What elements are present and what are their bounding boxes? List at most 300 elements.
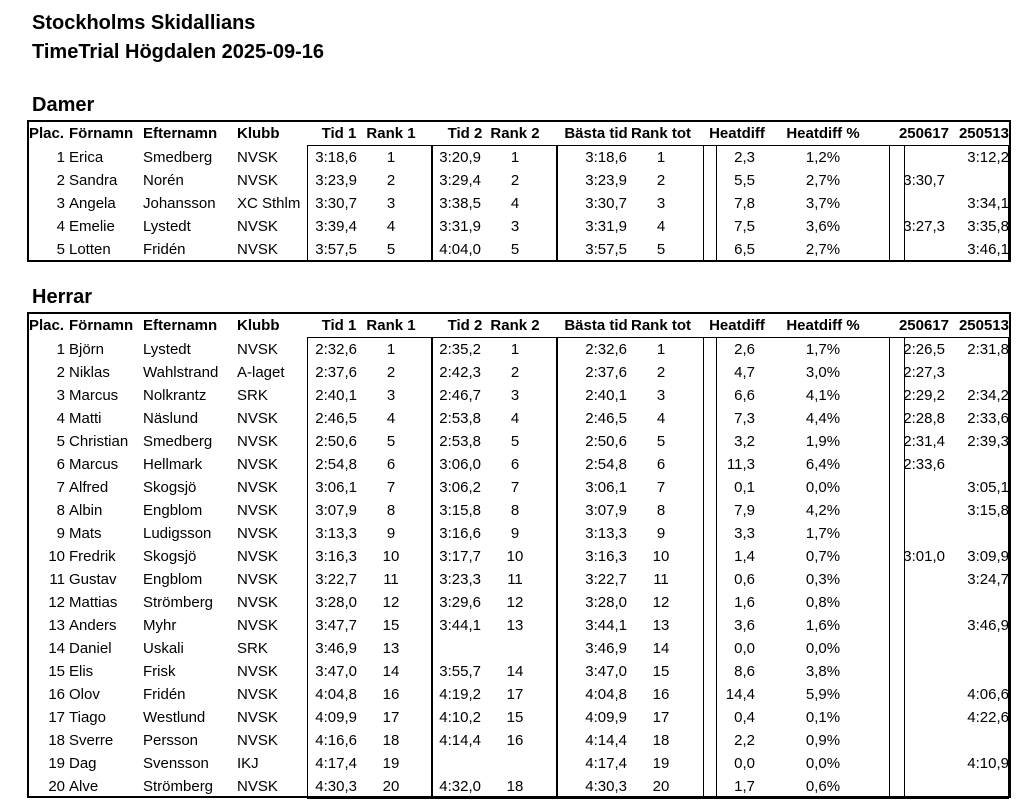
- cell-col-250617: [889, 660, 945, 683]
- cell-plac: 14: [48, 640, 65, 657]
- cell-rank-tot: 3: [656, 195, 666, 212]
- cell-plac: 8: [56, 502, 65, 519]
- cell-rank1: 11: [383, 571, 399, 588]
- cell-col-250617: [889, 729, 945, 752]
- cell-tid1: 3:22,7: [315, 571, 357, 588]
- cell-basta-tid: 3:06,1: [585, 479, 627, 496]
- header-fornamn: Förnamn: [69, 125, 134, 142]
- cell-klubb: NVSK: [237, 778, 278, 795]
- cell-heatdiff-pct: 3,6%: [805, 218, 841, 235]
- cell-tid2: 3:31,9: [439, 218, 481, 235]
- cell-heatdiff: 8,6: [734, 663, 755, 680]
- cell-fornamn: Anders: [69, 617, 117, 634]
- cell-tid2: 4:19,2: [439, 686, 481, 703]
- cell-efternamn: Westlund: [143, 709, 206, 726]
- cell-col-250513: 3:34,1: [967, 195, 1009, 212]
- cell-tid2: 3:15,8: [439, 502, 481, 519]
- cell-rank1: 10: [382, 548, 400, 565]
- cell-tid1: 3:39,4: [315, 218, 357, 235]
- cell-rank1: 5: [386, 433, 396, 450]
- cell-col-250617: [889, 476, 945, 499]
- table-row: [29, 729, 1009, 752]
- cell-rank-tot: 8: [656, 502, 666, 519]
- header-basta-tid: Bästa tid: [564, 317, 628, 334]
- cell-col-250513: 3:46,1: [967, 241, 1009, 258]
- cell-basta-tid: 4:30,3: [585, 778, 627, 795]
- cell-efternamn: Persson: [143, 732, 199, 749]
- cell-plac: 7: [56, 479, 65, 496]
- cell-rank2: 8: [510, 502, 520, 519]
- cell-efternamn: Nolkrantz: [143, 387, 207, 404]
- cell-col-250617: 2:33,6: [903, 456, 945, 473]
- cell-rank-tot: 12: [652, 594, 670, 611]
- cell-plac: 5: [56, 241, 65, 258]
- cell-klubb: NVSK: [237, 663, 278, 680]
- cell-klubb: NVSK: [237, 218, 278, 235]
- cell-klubb: NVSK: [237, 571, 278, 588]
- cell-rank1: 9: [386, 525, 396, 542]
- cell-basta-tid: 4:14,4: [585, 732, 627, 749]
- cell-tid2: 3:29,4: [439, 172, 481, 189]
- cell-tid1: 4:09,9: [315, 709, 357, 726]
- cell-basta-tid: 3:31,9: [585, 218, 627, 235]
- cell-rank2: 1: [510, 149, 520, 166]
- cell-klubb: NVSK: [237, 502, 278, 519]
- cell-tid2: 4:10,2: [439, 709, 481, 726]
- cell-heatdiff-pct: 1,9%: [805, 433, 841, 450]
- cell-tid1: 3:47,7: [315, 617, 357, 634]
- cell-rank-tot: 7: [656, 479, 666, 496]
- table-row: [29, 430, 1009, 453]
- cell-plac: 18: [48, 732, 65, 749]
- table-row: [29, 169, 1009, 192]
- cell-fornamn: Daniel: [69, 640, 112, 657]
- cell-rank2: 4: [510, 410, 520, 427]
- cell-plac: 9: [56, 525, 65, 542]
- header-col-250617: 250617: [898, 317, 949, 334]
- cell-plac: 3: [56, 387, 65, 404]
- cell-tid2: 3:17,7: [439, 548, 481, 565]
- cell-rank2: 2: [510, 172, 520, 189]
- cell-rank2: [487, 752, 543, 775]
- cell-col-250617: [889, 775, 945, 798]
- cell-basta-tid: 3:46,9: [585, 640, 627, 657]
- cell-basta-tid: 4:17,4: [585, 755, 627, 772]
- cell-col-250617: 3:30,7: [903, 172, 945, 189]
- cell-plac: 3: [56, 195, 65, 212]
- cell-basta-tid: 2:37,6: [585, 364, 627, 381]
- cell-heatdiff: 11,3: [726, 456, 755, 473]
- header-rank-tot: Rank tot: [631, 125, 691, 142]
- cell-klubb: NVSK: [237, 172, 278, 189]
- cell-rank2: 17: [506, 686, 524, 703]
- cell-plac: 10: [48, 548, 65, 565]
- cell-col-250513: 3:24,7: [967, 571, 1009, 588]
- cell-heatdiff: 0,0: [734, 755, 755, 772]
- cell-heatdiff: 2,6: [734, 341, 755, 358]
- cell-heatdiff-pct: 0,7%: [805, 548, 841, 565]
- cell-col-250513: [949, 522, 1009, 545]
- cell-tid2: 3:06,2: [439, 479, 481, 496]
- cell-tid1: 2:54,8: [315, 456, 357, 473]
- cell-col-250617: 2:29,2: [903, 387, 945, 404]
- header-klubb: Klubb: [237, 317, 280, 334]
- cell-col-250513: [949, 729, 1009, 752]
- table-row: [29, 338, 1009, 361]
- cell-rank-tot: 4: [656, 410, 666, 427]
- cell-heatdiff: 0,0: [734, 640, 755, 657]
- cell-efternamn: Hellmark: [143, 456, 203, 473]
- cell-fornamn: Sandra: [69, 172, 118, 189]
- cell-tid2: 2:42,3: [439, 364, 481, 381]
- cell-tid1: 2:50,6: [315, 433, 357, 450]
- cell-fornamn: Sverre: [69, 732, 114, 749]
- table-row: [29, 591, 1009, 614]
- header-plac: Plac.: [29, 317, 65, 334]
- cell-efternamn: Fridén: [143, 241, 186, 258]
- cell-rank2: [487, 637, 543, 660]
- cell-fornamn: Björn: [69, 341, 105, 358]
- table-row: [29, 192, 1009, 215]
- cell-efternamn: Smedberg: [143, 433, 213, 450]
- table-header-row: [29, 122, 1009, 145]
- cell-tid1: 4:30,3: [315, 778, 357, 795]
- cell-col-250617: [889, 146, 945, 169]
- cell-rank1: 4: [386, 410, 396, 427]
- cell-heatdiff: 0,6: [734, 571, 755, 588]
- cell-efternamn: Lystedt: [143, 341, 191, 358]
- cell-klubb: NVSK: [237, 548, 278, 565]
- cell-rank-tot: 1: [656, 149, 666, 166]
- cell-rank1: 2: [386, 172, 396, 189]
- header-basta-tid: Bästa tid: [564, 125, 628, 142]
- cell-klubb: IKJ: [237, 755, 259, 772]
- cell-tid1: 3:47,0: [315, 663, 357, 680]
- cell-rank2: 18: [506, 778, 524, 795]
- cell-efternamn: Skogsjö: [143, 548, 197, 565]
- cell-heatdiff-pct: 0,9%: [805, 732, 841, 749]
- cell-plac: 4: [56, 218, 65, 235]
- table-row: [29, 775, 1009, 798]
- cell-col-250617: [889, 192, 945, 215]
- cell-tid2: 3:44,1: [439, 617, 481, 634]
- cell-tid2: 3:06,0: [439, 456, 481, 473]
- cell-fornamn: Fredrik: [69, 548, 116, 565]
- table-row: [29, 384, 1009, 407]
- cell-tid2: 3:38,5: [439, 195, 481, 212]
- cell-tid2: 3:23,3: [439, 571, 481, 588]
- table-header-row: [29, 314, 1009, 337]
- cell-tid2: 2:53,8: [439, 410, 481, 427]
- cell-tid2: 2:35,2: [439, 341, 481, 358]
- table-row: [29, 752, 1009, 775]
- cell-klubb: NVSK: [237, 433, 278, 450]
- table-row: [29, 568, 1009, 591]
- cell-basta-tid: 4:04,8: [585, 686, 627, 703]
- cell-rank1: 17: [382, 709, 400, 726]
- cell-heatdiff-pct: 5,9%: [805, 686, 841, 703]
- header-tid2: Tid 2: [447, 317, 483, 334]
- cell-rank-tot: 1: [656, 341, 666, 358]
- header-efternamn: Efternamn: [143, 317, 218, 334]
- cell-efternamn: Engblom: [143, 502, 203, 519]
- cell-col-250513: [949, 361, 1009, 384]
- cell-rank2: 2: [510, 364, 520, 381]
- table-row: [29, 453, 1009, 476]
- cell-tid2: 3:29,6: [439, 594, 481, 611]
- cell-basta-tid: 3:47,0: [585, 663, 627, 680]
- cell-heatdiff-pct: 4,1%: [805, 387, 841, 404]
- cell-rank2: 5: [510, 241, 520, 258]
- cell-fornamn: Mats: [69, 525, 102, 542]
- cell-heatdiff: 7,3: [734, 410, 755, 427]
- cell-tid2: 4:14,4: [439, 732, 481, 749]
- cell-klubb: A-laget: [237, 364, 285, 381]
- cell-rank-tot: 17: [652, 709, 670, 726]
- cell-col-250513: 3:12,2: [967, 149, 1009, 166]
- header-tid1: Tid 1: [321, 125, 357, 142]
- cell-rank1: 2: [386, 364, 396, 381]
- cell-rank2: 14: [506, 663, 524, 680]
- cell-efternamn: Skogsjö: [143, 479, 197, 496]
- cell-rank2: 9: [510, 525, 520, 542]
- cell-klubb: NVSK: [237, 479, 278, 496]
- org-title: Stockholms Skidallians: [32, 12, 256, 34]
- cell-klubb: NVSK: [237, 341, 278, 358]
- cell-fornamn: Mattias: [69, 594, 118, 611]
- cell-basta-tid: 2:32,6: [585, 341, 627, 358]
- cell-rank1: 4: [386, 218, 396, 235]
- cell-rank-tot: 11: [653, 571, 669, 588]
- cell-efternamn: Ludigsson: [143, 525, 212, 542]
- cell-efternamn: Svensson: [143, 755, 209, 772]
- cell-efternamn: Norén: [143, 172, 184, 189]
- cell-tid2: 2:53,8: [439, 433, 481, 450]
- cell-heatdiff-pct: 0,0%: [805, 640, 841, 657]
- cell-fornamn: Tiago: [69, 709, 106, 726]
- cell-tid1: 3:46,9: [315, 640, 357, 657]
- header-col-250513: 250513: [958, 317, 1009, 334]
- cell-heatdiff-pct: 0,0%: [805, 755, 841, 772]
- cell-heatdiff-pct: 0,1%: [805, 709, 841, 726]
- cell-heatdiff-pct: 3,8%: [805, 663, 841, 680]
- cell-heatdiff-pct: 2,7%: [805, 172, 841, 189]
- section-title-damer: Damer: [32, 94, 95, 116]
- cell-efternamn: Lystedt: [143, 218, 191, 235]
- cell-efternamn: Engblom: [143, 571, 203, 588]
- cell-efternamn: Näslund: [143, 410, 199, 427]
- cell-heatdiff: 14,4: [725, 686, 755, 703]
- cell-basta-tid: 3:57,5: [585, 241, 627, 258]
- cell-tid1: 2:32,6: [315, 341, 357, 358]
- cell-heatdiff: 0,4: [734, 709, 755, 726]
- cell-rank-tot: 9: [656, 525, 666, 542]
- cell-col-250617: [889, 683, 945, 706]
- header-heatdiff-pct: Heatdiff %: [786, 317, 860, 334]
- table-row: [29, 146, 1009, 169]
- header-rank2: Rank 2: [490, 125, 540, 142]
- table-row: [29, 238, 1009, 261]
- table-row: [29, 522, 1009, 545]
- header-rank-tot: Rank tot: [631, 317, 691, 334]
- cell-plac: 4: [56, 410, 65, 427]
- cell-fornamn: Elis: [69, 663, 94, 680]
- cell-heatdiff: 1,6: [734, 594, 755, 611]
- cell-fornamn: Alfred: [69, 479, 109, 496]
- cell-tid1: 2:37,6: [315, 364, 357, 381]
- table-row: [29, 660, 1009, 683]
- cell-fornamn: Matti: [69, 410, 102, 427]
- cell-klubb: NVSK: [237, 709, 278, 726]
- cell-heatdiff: 3,3: [734, 525, 755, 542]
- cell-rank2: 13: [506, 617, 524, 634]
- cell-rank-tot: 14: [652, 640, 670, 657]
- cell-col-250513: 3:09,9: [967, 548, 1009, 565]
- cell-efternamn: Strömberg: [143, 594, 214, 611]
- cell-rank2: 3: [510, 387, 520, 404]
- cell-heatdiff: 3,2: [734, 433, 755, 450]
- cell-basta-tid: 3:13,3: [585, 525, 627, 542]
- cell-rank2: 16: [506, 732, 524, 749]
- cell-heatdiff-pct: 0,0%: [805, 479, 841, 496]
- cell-col-250513: [949, 775, 1009, 798]
- cell-heatdiff: 7,9: [734, 502, 755, 519]
- cell-col-250617: [889, 706, 945, 729]
- cell-rank1: 20: [382, 778, 400, 795]
- cell-rank-tot: 19: [652, 755, 670, 772]
- cell-col-250513: 3:35,8: [967, 218, 1009, 235]
- header-efternamn: Efternamn: [143, 125, 218, 142]
- cell-plac: 6: [56, 456, 65, 473]
- header-rank2: Rank 2: [490, 317, 540, 334]
- cell-heatdiff: 2,3: [734, 149, 755, 166]
- cell-basta-tid: 4:09,9: [585, 709, 627, 726]
- cell-plac: 13: [48, 617, 65, 634]
- cell-tid1: 3:13,3: [315, 525, 357, 542]
- cell-plac: 20: [48, 778, 65, 795]
- cell-col-250617: 3:27,3: [903, 218, 945, 235]
- cell-efternamn: Strömberg: [143, 778, 214, 795]
- cell-rank2: 1: [510, 341, 520, 358]
- cell-rank1: 6: [386, 456, 396, 473]
- cell-fornamn: Marcus: [69, 387, 119, 404]
- cell-heatdiff: 7,8: [734, 195, 755, 212]
- cell-col-250513: 4:10,9: [967, 755, 1009, 772]
- cell-rank2: 11: [507, 571, 523, 588]
- cell-rank1: 18: [382, 732, 400, 749]
- cell-plac: 12: [48, 594, 65, 611]
- table-row: [29, 215, 1009, 238]
- header-tid2: Tid 2: [447, 125, 483, 142]
- cell-rank2: 12: [506, 594, 524, 611]
- cell-rank-tot: 10: [652, 548, 670, 565]
- header-rank1: Rank 1: [366, 317, 416, 334]
- cell-col-250513: [949, 169, 1009, 192]
- cell-basta-tid: 3:07,9: [585, 502, 627, 519]
- results-table-herrar: [27, 312, 1011, 798]
- cell-basta-tid: 3:16,3: [585, 548, 627, 565]
- cell-heatdiff: 5,5: [734, 172, 755, 189]
- cell-heatdiff-pct: 4,2%: [805, 502, 841, 519]
- cell-col-250617: [889, 637, 945, 660]
- table-row: [29, 545, 1009, 568]
- cell-heatdiff-pct: 0,8%: [805, 594, 841, 611]
- cell-heatdiff-pct: 4,4%: [805, 410, 841, 427]
- cell-heatdiff: 1,7: [734, 778, 755, 795]
- cell-rank2: 15: [506, 709, 524, 726]
- table-row: [29, 683, 1009, 706]
- cell-col-250617: 2:26,5: [903, 341, 945, 358]
- header-heatdiff: Heatdiff: [709, 125, 765, 142]
- cell-col-250617: 3:01,0: [903, 548, 945, 565]
- cell-basta-tid: 2:50,6: [585, 433, 627, 450]
- cell-col-250617: [889, 614, 945, 637]
- cell-heatdiff: 0,1: [734, 479, 755, 496]
- cell-fornamn: Alve: [69, 778, 99, 795]
- cell-rank2: 3: [510, 218, 520, 235]
- cell-rank-tot: 18: [652, 732, 670, 749]
- cell-klubb: NVSK: [237, 732, 278, 749]
- cell-tid1: 2:46,5: [315, 410, 357, 427]
- cell-fornamn: Dag: [69, 755, 97, 772]
- table-row: [29, 499, 1009, 522]
- cell-rank2: 10: [506, 548, 524, 565]
- cell-rank1: 15: [382, 617, 400, 634]
- cell-col-250513: 4:06,6: [967, 686, 1009, 703]
- cell-efternamn: Frisk: [143, 663, 176, 680]
- header-heatdiff-pct: Heatdiff %: [786, 125, 860, 142]
- cell-rank2: 7: [510, 479, 520, 496]
- cell-tid1: 4:16,6: [315, 732, 357, 749]
- cell-heatdiff-pct: 2,7%: [805, 241, 841, 258]
- cell-col-250513: 2:39,3: [967, 433, 1009, 450]
- cell-rank1: 8: [386, 502, 396, 519]
- cell-col-250513: [949, 660, 1009, 683]
- cell-tid1: 3:07,9: [315, 502, 357, 519]
- table-row: [29, 706, 1009, 729]
- cell-tid2: [435, 752, 481, 775]
- cell-plac: 2: [56, 172, 65, 189]
- cell-tid2: 4:04,0: [439, 241, 481, 258]
- table-row: [29, 637, 1009, 660]
- cell-col-250617: 2:31,4: [903, 433, 945, 450]
- header-klubb: Klubb: [237, 125, 280, 142]
- cell-heatdiff-pct: 3,7%: [805, 195, 841, 212]
- cell-plac: 15: [48, 663, 65, 680]
- cell-klubb: NVSK: [237, 456, 278, 473]
- cell-fornamn: Marcus: [69, 456, 119, 473]
- cell-fornamn: Emelie: [69, 218, 115, 235]
- cell-col-250513: 4:22,6: [967, 709, 1009, 726]
- cell-efternamn: Wahlstrand: [143, 364, 219, 381]
- header-rank1: Rank 1: [366, 125, 416, 142]
- cell-klubb: NVSK: [237, 149, 278, 166]
- cell-plac: 11: [49, 571, 65, 588]
- cell-tid1: 3:23,9: [315, 172, 357, 189]
- cell-rank-tot: 5: [656, 241, 666, 258]
- cell-tid2: 2:46,7: [439, 387, 481, 404]
- cell-plac: 19: [48, 755, 65, 772]
- cell-rank1: 3: [386, 195, 396, 212]
- cell-tid2: [435, 637, 481, 660]
- cell-rank-tot: 20: [652, 778, 670, 795]
- cell-rank-tot: 13: [652, 617, 670, 634]
- header-fornamn: Förnamn: [69, 317, 134, 334]
- cell-plac: 17: [48, 709, 65, 726]
- cell-klubb: NVSK: [237, 525, 278, 542]
- cell-tid1: 3:28,0: [315, 594, 357, 611]
- cell-klubb: NVSK: [237, 686, 278, 703]
